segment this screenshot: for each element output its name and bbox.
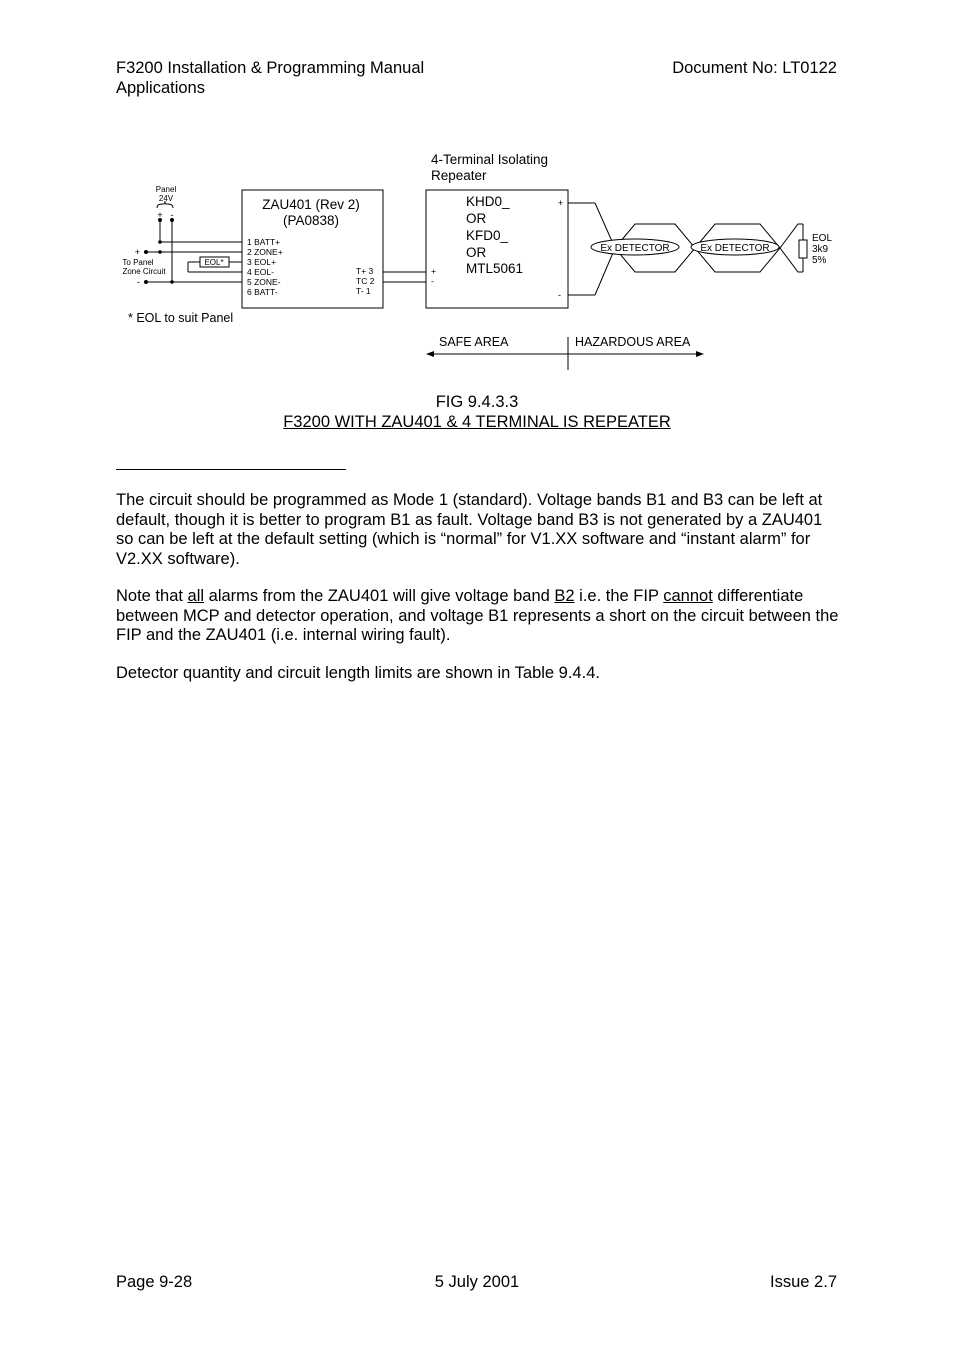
emphasis-all: all xyxy=(187,587,205,605)
zau-out-tc: TC 2 xyxy=(356,276,375,286)
manual-title: F3200 Installation & Programming Manual xyxy=(116,59,425,77)
emphasis-b2: B2 xyxy=(554,587,575,605)
zau-terminal-1: 1 BATT+ xyxy=(247,237,281,247)
ex-detector-1: Ex DETECTOR xyxy=(600,243,670,254)
repeater-out-plus: + xyxy=(558,198,564,208)
eol-end-value: 3k9 xyxy=(812,244,829,255)
paragraph-voltage-bands: Note that all alarms from the ZAU401 will give voltage band B2 i.e. the FIP cannot differentiate between MCP and detector operation, and voltage B1 represents a short on the circuit between the FIP and the ZAU401 (i.e. internal wiring fault). xyxy=(116,587,839,644)
repeater-model-5: MTL5061 xyxy=(466,261,524,276)
hazardous-area-label: HAZARDOUS AREA xyxy=(575,335,691,349)
zau-terminal-6: 6 BATT- xyxy=(247,287,278,297)
zau-terminal-3: 3 EOL+ xyxy=(247,257,277,267)
wiring-diagram xyxy=(0,0,954,380)
zau-terminal-2: 2 ZONE+ xyxy=(247,247,283,257)
panel-label: Panel xyxy=(155,185,177,194)
zau401-part-number: (PA0838) xyxy=(282,213,340,228)
document-number: Document No: LT0122 xyxy=(672,59,837,77)
page-number: Page 9-28 xyxy=(116,1273,193,1291)
emphasis-cannot: cannot xyxy=(663,587,713,605)
zone-label-2: Zone Circuit xyxy=(122,267,166,276)
panel-plus: + xyxy=(157,210,163,220)
repeater-model-2: OR xyxy=(466,211,487,226)
eol-resistor-label: EOL* xyxy=(204,258,224,267)
repeater-model-1: KHD0_ xyxy=(466,194,510,209)
repeater-title-2: Repeater xyxy=(431,168,487,183)
issue-number: Issue 2.7 xyxy=(770,1273,837,1291)
eol-end-tolerance: 5% xyxy=(812,255,827,266)
ex-detector-2: Ex DETECTOR xyxy=(700,243,770,254)
section-divider xyxy=(116,469,346,470)
paragraph-programming: The circuit should be programmed as Mode 1 (standard). Voltage bands B1 and B3 can be left at default, though it is better to program B1 as fault. Voltage band B3 is not generated by a ZAU401 so can be left at the default setting (which is “normal” for V1.XX software and “instant alarm” for V2.XX software). xyxy=(116,491,823,568)
repeater-out-minus: - xyxy=(558,290,561,300)
zone-plus: + xyxy=(134,247,140,257)
panel-voltage: 24V xyxy=(158,194,174,203)
zau-out-tplus: T+ 3 xyxy=(356,266,374,276)
zau-out-tminus: T- 1 xyxy=(356,286,371,296)
repeater-model-3: KFD0_ xyxy=(466,228,509,243)
panel-minus: - xyxy=(170,210,174,220)
section-title: Applications xyxy=(116,79,205,97)
paragraph-limits: Detector quantity and circuit length limits are shown in Table 9.4.4. xyxy=(116,664,600,682)
zau-terminal-5: 5 ZONE- xyxy=(247,277,281,287)
repeater-in-minus: - xyxy=(431,276,434,286)
repeater-title-1: 4-Terminal Isolating xyxy=(431,152,549,167)
zau401-title: ZAU401 (Rev 2) xyxy=(262,197,360,212)
issue-date: 5 July 2001 xyxy=(434,1273,520,1291)
zau-terminal-4: 4 EOL- xyxy=(247,267,274,277)
repeater-in-plus: + xyxy=(431,266,436,276)
safe-area-label: SAFE AREA xyxy=(439,335,509,349)
zone-minus: - xyxy=(137,277,140,287)
eol-end-label: EOL xyxy=(812,233,833,244)
figure-title: F3200 WITH ZAU401 & 4 TERMINAL IS REPEATER xyxy=(283,413,671,431)
figure-number: FIG 9.4.3.3 xyxy=(435,393,519,411)
zone-label-1: To Panel xyxy=(122,258,154,267)
eol-note: * EOL to suit Panel xyxy=(128,311,234,325)
repeater-model-4: OR xyxy=(466,245,487,260)
